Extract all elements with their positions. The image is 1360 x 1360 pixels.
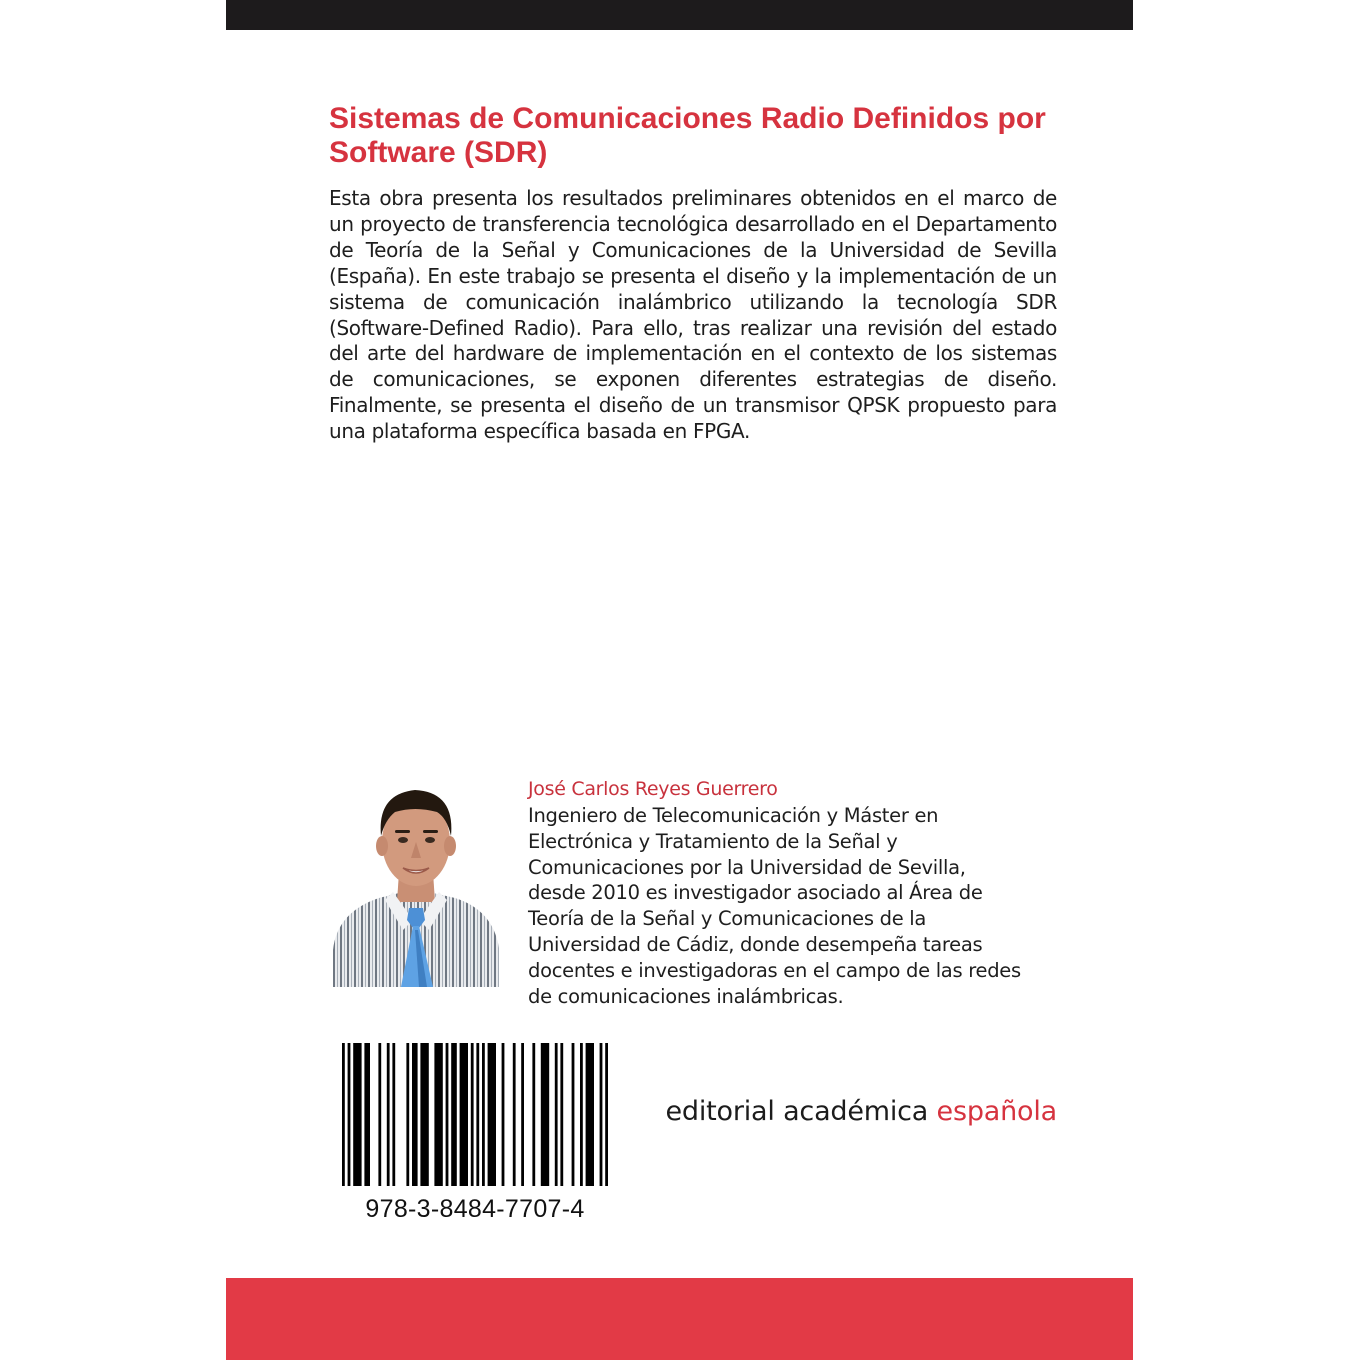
barcode-bar	[387, 1043, 390, 1186]
barcode-bar	[348, 1043, 351, 1186]
barcode-bar	[482, 1043, 485, 1186]
barcode-bar	[532, 1043, 535, 1186]
barcode-bar	[420, 1043, 428, 1186]
author-bio	[528, 803, 1088, 1009]
barcode-bar	[513, 1043, 516, 1186]
barcode-bar	[471, 1043, 474, 1186]
barcode-bar	[353, 1043, 361, 1186]
barcode-bar	[560, 1043, 563, 1186]
bottom-band	[226, 1278, 1133, 1360]
barcode-bar	[600, 1043, 603, 1186]
barcode-bar	[580, 1043, 583, 1186]
barcode-bar	[502, 1043, 505, 1186]
isbn-barcode	[342, 1043, 608, 1186]
author-bio-line: Teoría de la Señal y Comunicaciones de la	[528, 907, 927, 931]
barcode-bar	[378, 1043, 381, 1186]
book-synopsis: Esta obra presenta los resultados preliminares obtenidos en el marco de un proyecto de transferencia tecnológica desarrollado en el Departamento de Teoría de la Señal y Comunicaciones de la Universidad de Sevilla (España). En este trabajo se presenta el diseño y la implementación de un sistema de comunicación inalámbrico utilizando la tecnología SDR (Software-Defined Radio). Para ello, tras realizar una revisión del estado del arte del hardware de implementación en el contexto de los sistemas de comunicaciones, se exponen diferentes estrategias de diseño. Finalmente, se presenta el diseño de un transmisor QPSK propuesto para una plataforma específica basada en FPGA.	[329, 186, 1057, 444]
author-bio-line: desde 2010 es investigador asociado al Área de	[528, 881, 983, 905]
author-bio-line: Electrónica y Tratamiento de la Señal y	[528, 829, 898, 853]
barcode-bar	[434, 1043, 442, 1186]
barcode-bar	[476, 1043, 479, 1186]
top-band	[226, 0, 1133, 30]
author-photo	[333, 780, 499, 987]
barcode-bar	[572, 1043, 575, 1186]
barcode-bar	[605, 1043, 608, 1186]
barcode-bar	[392, 1043, 395, 1186]
barcode-bar	[586, 1043, 594, 1186]
barcode-bar	[488, 1043, 496, 1186]
isbn-number: 978-3-8484-7707-4	[365, 1195, 585, 1223]
author-bio-line: docentes e investigadoras en el campo de las redes	[528, 958, 1021, 982]
barcode-bar	[412, 1043, 418, 1186]
barcode-bar	[446, 1043, 449, 1186]
publisher-name-accent: española	[936, 1096, 1057, 1127]
author-bio-line: de comunicaciones inalámbricas.	[528, 984, 844, 1008]
publisher-name: editorial académica	[665, 1096, 929, 1127]
author-name: José Carlos Reyes Guerrero	[528, 778, 778, 800]
barcode-bar	[460, 1043, 468, 1186]
author-bio-line: Universidad de Cádiz, donde desempeña tareas	[528, 932, 983, 956]
publisher-logo	[665, 1094, 1057, 1130]
book-back-cover	[226, 0, 1133, 1360]
barcode-bar	[364, 1043, 370, 1186]
book-title: Sistemas de Comunicaciones Radio Definidos por Software (SDR)	[329, 102, 1046, 169]
barcode-bar	[521, 1043, 524, 1186]
barcode-bar	[406, 1043, 409, 1186]
author-bio-line: Comunicaciones por la Universidad de Sevilla,	[528, 855, 966, 879]
barcode-bar	[451, 1043, 457, 1186]
barcode-bar	[541, 1043, 549, 1186]
author-bio-line: Ingeniero de Telecomunicación y Máster en	[528, 804, 939, 827]
barcode-bar	[342, 1043, 345, 1186]
barcode-bar	[555, 1043, 558, 1186]
